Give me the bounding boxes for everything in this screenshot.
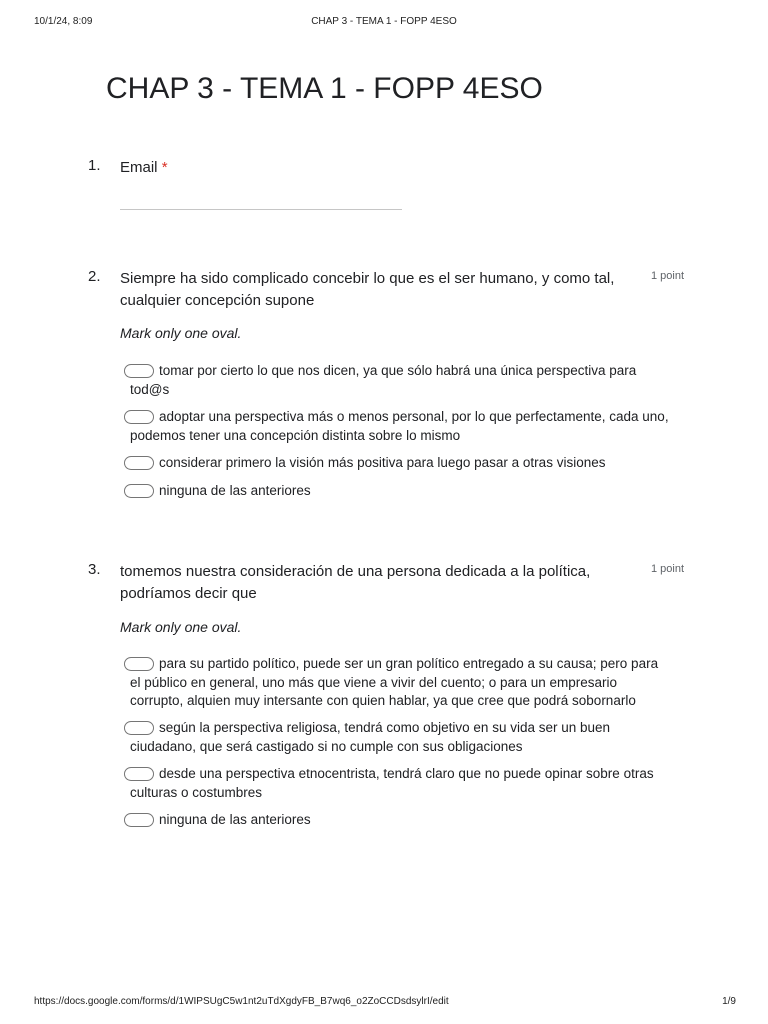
question-instruction: Mark only one oval.	[120, 325, 242, 341]
radio-oval[interactable]	[124, 767, 154, 781]
option-item[interactable]	[130, 811, 670, 830]
option-label: considerar primero la visión más positiva para luego pasar a otras visiones	[159, 455, 606, 470]
option-label: para su partido político, puede ser un gran político entregado a su causa; pero para el público en general, uno más que viene a vivir del cuento; o para un empresario corrupto, alquien muy intersante con quien hablar, ya que cree que podrá sobornarlo	[130, 656, 659, 708]
option-label: ninguna de las anteriores	[159, 483, 311, 498]
page-number: 1/9	[722, 996, 736, 1007]
radio-oval[interactable]	[124, 484, 154, 498]
required-asterisk: *	[161, 159, 168, 176]
option-label: ninguna de las anteriores	[159, 812, 311, 827]
question-text: tomemos nuestra consideración de una persona dedicada a la política, podríamos decir que	[120, 563, 591, 602]
option-item[interactable]	[130, 655, 670, 711]
question-number: 3.	[88, 561, 101, 578]
radio-oval[interactable]	[124, 721, 154, 735]
print-doc-title: CHAP 3 - TEMA 1 - FOPP 4ESO	[311, 16, 457, 27]
radio-oval[interactable]	[124, 657, 154, 671]
radio-oval[interactable]	[124, 456, 154, 470]
option-item[interactable]	[130, 362, 670, 399]
email-input[interactable]	[120, 209, 402, 210]
print-url: https://docs.google.com/forms/d/1WIPSUgC5w1nt2uTdXgdyFB_B7wq6_o2ZoCCDsdsylrI/edit	[34, 996, 449, 1007]
option-label: adoptar una perspectiva más o menos personal, por lo que perfectamente, cada uno, podemos tener una concepción distinta sobre lo mismo	[130, 409, 669, 443]
question-points: 1 point	[650, 270, 684, 282]
radio-oval[interactable]	[124, 410, 154, 424]
question-instruction: Mark only one oval.	[120, 619, 242, 635]
option-item[interactable]	[130, 408, 670, 445]
print-datetime: 10/1/24, 8:09	[34, 16, 93, 27]
radio-oval[interactable]	[124, 813, 154, 827]
option-item[interactable]	[130, 454, 670, 473]
option-label: desde una perspectiva etnocentrista, tendrá claro que no puede opinar sobre otras culturas o costumbres	[130, 766, 654, 800]
option-label: según la perspectiva religiosa, tendrá como objetivo en su vida ser un buen ciudadano, que será castigado si no cumple con sus obligaciones	[130, 720, 611, 754]
radio-oval[interactable]	[124, 364, 154, 378]
option-label: tomar por cierto lo que nos dicen, ya que sólo habrá una única perspectiva para tod@s	[130, 363, 637, 397]
question-number: 2.	[88, 268, 101, 285]
form-title: CHAP 3 - TEMA 1 - FOPP 4ESO	[106, 72, 543, 105]
question-text	[120, 157, 632, 179]
question-label: Email	[120, 159, 158, 176]
option-item[interactable]	[130, 482, 670, 501]
question-text: Siempre ha sido complicado concebir lo que es el ser humano, y como tal, cualquier concepción supone	[120, 270, 615, 309]
question-points: 1 point	[650, 563, 684, 575]
option-item[interactable]	[130, 765, 670, 802]
question-number: 1.	[88, 157, 101, 174]
option-item[interactable]	[130, 719, 670, 756]
